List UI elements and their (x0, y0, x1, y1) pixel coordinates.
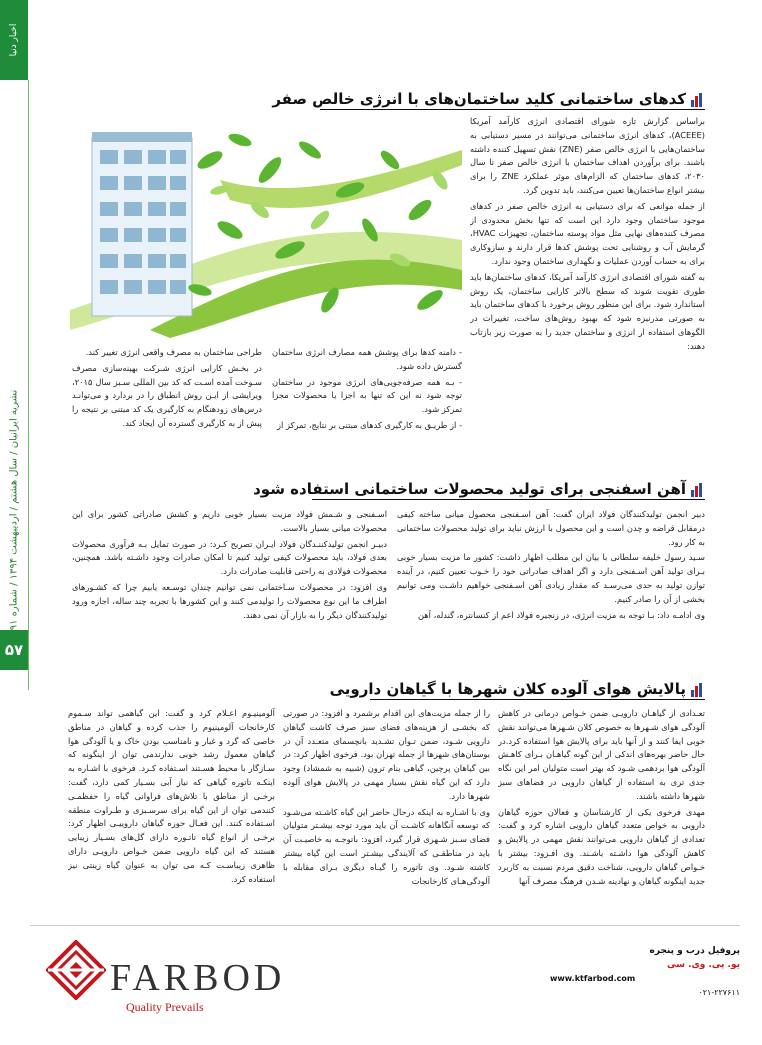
article1-paragraph: طراحی ساختمان به مصرف واقعی انرژی تغییر کند. (85, 347, 262, 357)
footer-contact (550, 944, 740, 1000)
farbod-logo-icon (46, 940, 106, 1000)
article3-title-rule (370, 699, 705, 700)
article1-col-left (72, 346, 262, 440)
page-number: ۵۷ (0, 630, 28, 670)
section-tab (0, 0, 28, 80)
article2-paragraph: سـید رسول خلیفه سلطانی با بیان این مطلب اظهار داشت: کشور ما مزیت بسیار خوبی بـرای تولید آهن اسـفنجی دارد و اگر اهداف صادراتی خود را خـوب تعیین کنیم، در آینده توازن تولید به حدی می‌رسـد که مقدار زیادی آهن اسـفنجی خواهیم داشـت ومی توانیم بخشی از آن را صادر کنیم. (397, 552, 705, 604)
article1-title-text: کدهای ساختمانی کلید ساختمان‌های با انرژی خالص صفر (272, 90, 686, 108)
article1-paragraph: - دامنه کدها برای پوشش همه مصارف انرژی ساختمان گسترش داده شود. (272, 347, 462, 371)
article3-col-middle (283, 707, 490, 917)
brand-name: FARBOD (110, 957, 286, 999)
article3-col-right (498, 707, 705, 917)
website-link[interactable]: www.ktfarbod.com (550, 974, 636, 983)
bar-chart-icon (690, 93, 704, 107)
article2-title (253, 480, 704, 498)
article3-paragraph: وی با اشـاره به اینکه درحال حاضر این گیاه کاشـته می‌شـود که توسعه آنگاهانه کاشـت آن باید مورد توجه بیشـتر متولیان فضای سـبز شـهری قرار گیرد، افزود: باتوجـه به خاصیـت آن باید در مناطقـی که آلایندگی بیشـتر است این گیاه بیشتر کاشته شـود. وی تاتوره را گیـاه دیگری بـرای مقابله با آلودگی‌هـای کارخانجات (283, 806, 490, 886)
article1-paragraph: براساس گزارش تازه شورای اقتصادی انرژی کارآمد آمریکا (ACEEE)، کدهای انرژی ساختمانی می‌توانند در مسیر دستیابی به ساختمان‌هایی با انرژی خالص صفر (ZNE) نقش تسهیل کننده داشته باشند. برای برآوردن اهداف ساختمان با انرژی خالص صفر تا سال ۲۰۳۰، کدهای ساختمان که الزام‌های موثر عملکرد ZNE را برای بیشتر انواع ساختمان‌ها تعیین می‌کنند، باید تدوین گرد. (470, 116, 705, 195)
bar-chart-icon (690, 483, 704, 497)
article3-title-text: پالایش هوای آلوده کلان شهرها با گیاهان دارویی (329, 680, 686, 698)
article1-col-right (470, 115, 705, 440)
issue-info-text: نشریه ایرانیان / سال هشتم / اردیبهشت ۱۳۹۴ / شماره ۹۱ (8, 389, 20, 631)
article2-paragraph: دبیر انجمن تولیدکنندگان فولاد ایران گفت: آهن اسـفنجی محصول میانی ساخته کیفی درمقابل قراضه و چدن است و این محصول با ارزش نباید برای تولید محصولات ساختمانی به کار رود. (397, 509, 705, 547)
article2-paragraph: وی افزود: در محصولات سـاختمانی نمی توانیم چندان توسـعه یابیم چرا که کشـورهای اطراف ما این نوع محصولات را تولیدمی کنند و این کشورها با تجربه چند ساله، اجازه ورود تولیدکنندگان دیگر را به بازار آن نمی دهند. (72, 581, 387, 620)
article1-paragraph: از جمله موانعی که برای دستیابی به انرژی خالص صفر در کدهای موجود ساختمان وجود دارد این است که تنها بخش محدودی از مصرف کننده‌های نهایی مثل مواد پوسته ساختمان، تجهیزات HVAC، گرمایش آب و روشنایی تحت پوشش کدها قرار دارند و سازوکاری برای به حساب آوردن عملیات و نگهداری ساختمان وجود ندارد. (470, 200, 705, 266)
article3-title (330, 680, 704, 698)
product-line: پروفیل درب و پنجره (649, 946, 740, 956)
article2-paragraph: وی ادامـه داد: بـا توجه به مزیت انرژی، در زنجیره فولاد اعم از کنسانتره، گندله، آهن (417, 609, 705, 620)
product-material: یو. پی. وی. سی (667, 960, 740, 970)
article1-paragraph: - از طریـق به کارگیری کدهای مبتنی بر نتایج، تمرکز از (277, 419, 462, 430)
article1-col-middle (272, 346, 462, 440)
article3-paragraph: تعـدادی از گیاهـان دارویـی ضمن خـواص درمانی در کاهش آلودگی هوای شـهرها به خصوص کلان شـهرها می‌توانند نقش خوبی ایفا کنند و از آنها باید برای پالایش هوا استفاده کرد.در حال حاضر بهره‌های اندکی از این گونه گیاهـان بـرای کاهـش آلودگی هوا بردهمی شـود که بهتر است متولیان امر این نگاه جدی تری به استفاده از گیاهان دارویی در فضاهای سبز شهرها داشته باشند. (498, 708, 705, 801)
article2-col-left (72, 508, 387, 642)
section-label: اخبار دنیا (9, 23, 19, 57)
article2-col-right (397, 508, 705, 642)
article3-col-left (68, 707, 275, 917)
article2-title-rule (312, 499, 705, 500)
article2-title-text: آهن اسفنجی برای تولید محصولات ساختمانی استفاده شود (253, 480, 686, 498)
side-divider (28, 80, 29, 690)
footer-divider (30, 925, 740, 926)
article3-paragraph: را از جمله مزیت‌های این اقدام برشمرد و افزود: در صورتی که بخشـی از هزینه‌های فضای سبز صرف کاشت گیاهان دارویی شـود، ضمن تـوان تشـدید بانچسمای متعـدد آن در بوستان‌های شهرها از جمله تهران بود. فرخوی اظهار کرد: در بین گیاهان پرچین، گیاهی بنام ترون (شبیه به شمشاد) وجود دارد که این گیاه نقش بسیار مهمی در پالایش هوای آلوده شهرها دارد. (283, 708, 490, 801)
article3-paragraph: آلومینیـوم اعـلام کرد و گفت: این گیاهمی تواند سـموم کارخانجات آلومینیوم را جذب کرده و گیاهان در مناطق خاصی که گرد و غبار و نامناسب بودن خاک و یا آلودگی هوا گیاهان معمول رشد خوبی ندارندمی توان از اینگونه که سـازگار با محیط هسـتند اسـتفاده کـرد. فرخوی با اشـاره به اینکـه تاتوره گیاهی که نیاز آبی بسـیار کمی دارد، گفت: برخـی از مناطق با تلاش‌های فراوانی گیاه را حفظمـی کنندمی توان از این گیاه برای سرسـبزی و طـراوت منطقه اسـتفاده کنند. این فعـال حوزه گیاهان داروییـی اظهار کرد: برخـی از انواع گیاه تاتـوره دارای گل‌های بسـیار زیبایی هستند که این گیاه دارویی ضمن خـواص دارویـی دارای ظاهری زیباسـت کـه می توان به عنوان گیاه زینتی نیز استفاده کرد. (68, 708, 275, 884)
brand-tagline: Quality Prevails (126, 1000, 204, 1014)
article1-paragraph: - بـه همه صرفه‌جویی‌های انرژی موجود در ساختمان توجه شود نه این که تنها به اجزا یا محصولات مجزا تمرکز شود. (272, 376, 462, 415)
article2-paragraph: دبیـر انجمن تولیدکننـدگان فولاد ایـران تصریح کـرد: در صورت تمایل بـه فرآوری محصولات بعدی فولاد، باید محصولات کیفی تولید کنیم تا امکان صادرات وجود داشـته باشد. همچنین، محصولات فولادی به راحتی قابلیت صادرات دارد. (72, 538, 387, 577)
bar-chart-icon (690, 683, 704, 697)
article1-image (70, 120, 462, 338)
article2-paragraph: اسـفنجی و شـمش فولاد مزیت بسیار خوبی داریم و کشش صادراتی کشور برای این محصولات میانی بسیار بالاست. (72, 509, 387, 533)
article3-paragraph: مهدی فرخوی یکی از کارشناسان و فعالان حوزه گیاهان دارویی به خواص متعدد گیاهان دارویی اشاره کرد و گفت: تعدادی از گیاهان دارویی می‌توانند نقش مهمی در پالایش و کاهش آلودگی هوا داشـته باشـند. وی افـزود: بیشتر با خـواص گیاهان دارویی، شناخت دقیق مردم نسبت به کاربرد جدید اینگونه گیاهان و نهادینه شـدن فرهنگ مصرف آنها (498, 806, 705, 886)
article1-paragraph: در بخـش کارایی انرژی شـرکت بهینه‌سازی مصرف سـوخت آمده اسـت که کد بین المللی سـبز سال ۲۰۱۵، ویرایشی از ایـن روش انطباق را در بردارد و می‌توانـد درس‌های زودهنگام به کارگیری یک کد مبتنی بر نتیجه را پیش از به کارگیری گسترده آن ایجاد کند. (72, 362, 262, 428)
article1-title-rule (320, 109, 705, 110)
phone-number: ۰۲۱-۲۲۷۶۱۱ (698, 988, 740, 997)
article1-paragraph: به گفته شورای اقتصادی انرژی کارآمد آمریکا، کدهای ساختمان‌ها باید طوری تقویت شوند که سطح بالاتر کارایی ساختمان، یک روش استاندارد شود. برای این منظور روش برخورد با کدهای ساختمان باید به صورتی مدرنیزه شود که بهبود روش‌های ساخت، تغییرات در الگوهای استفاده از انرژی و ساختمان جدید را به صورت زیر بازتاب دهند: (470, 271, 705, 351)
issue-info (0, 360, 28, 660)
article1-title (272, 90, 704, 108)
